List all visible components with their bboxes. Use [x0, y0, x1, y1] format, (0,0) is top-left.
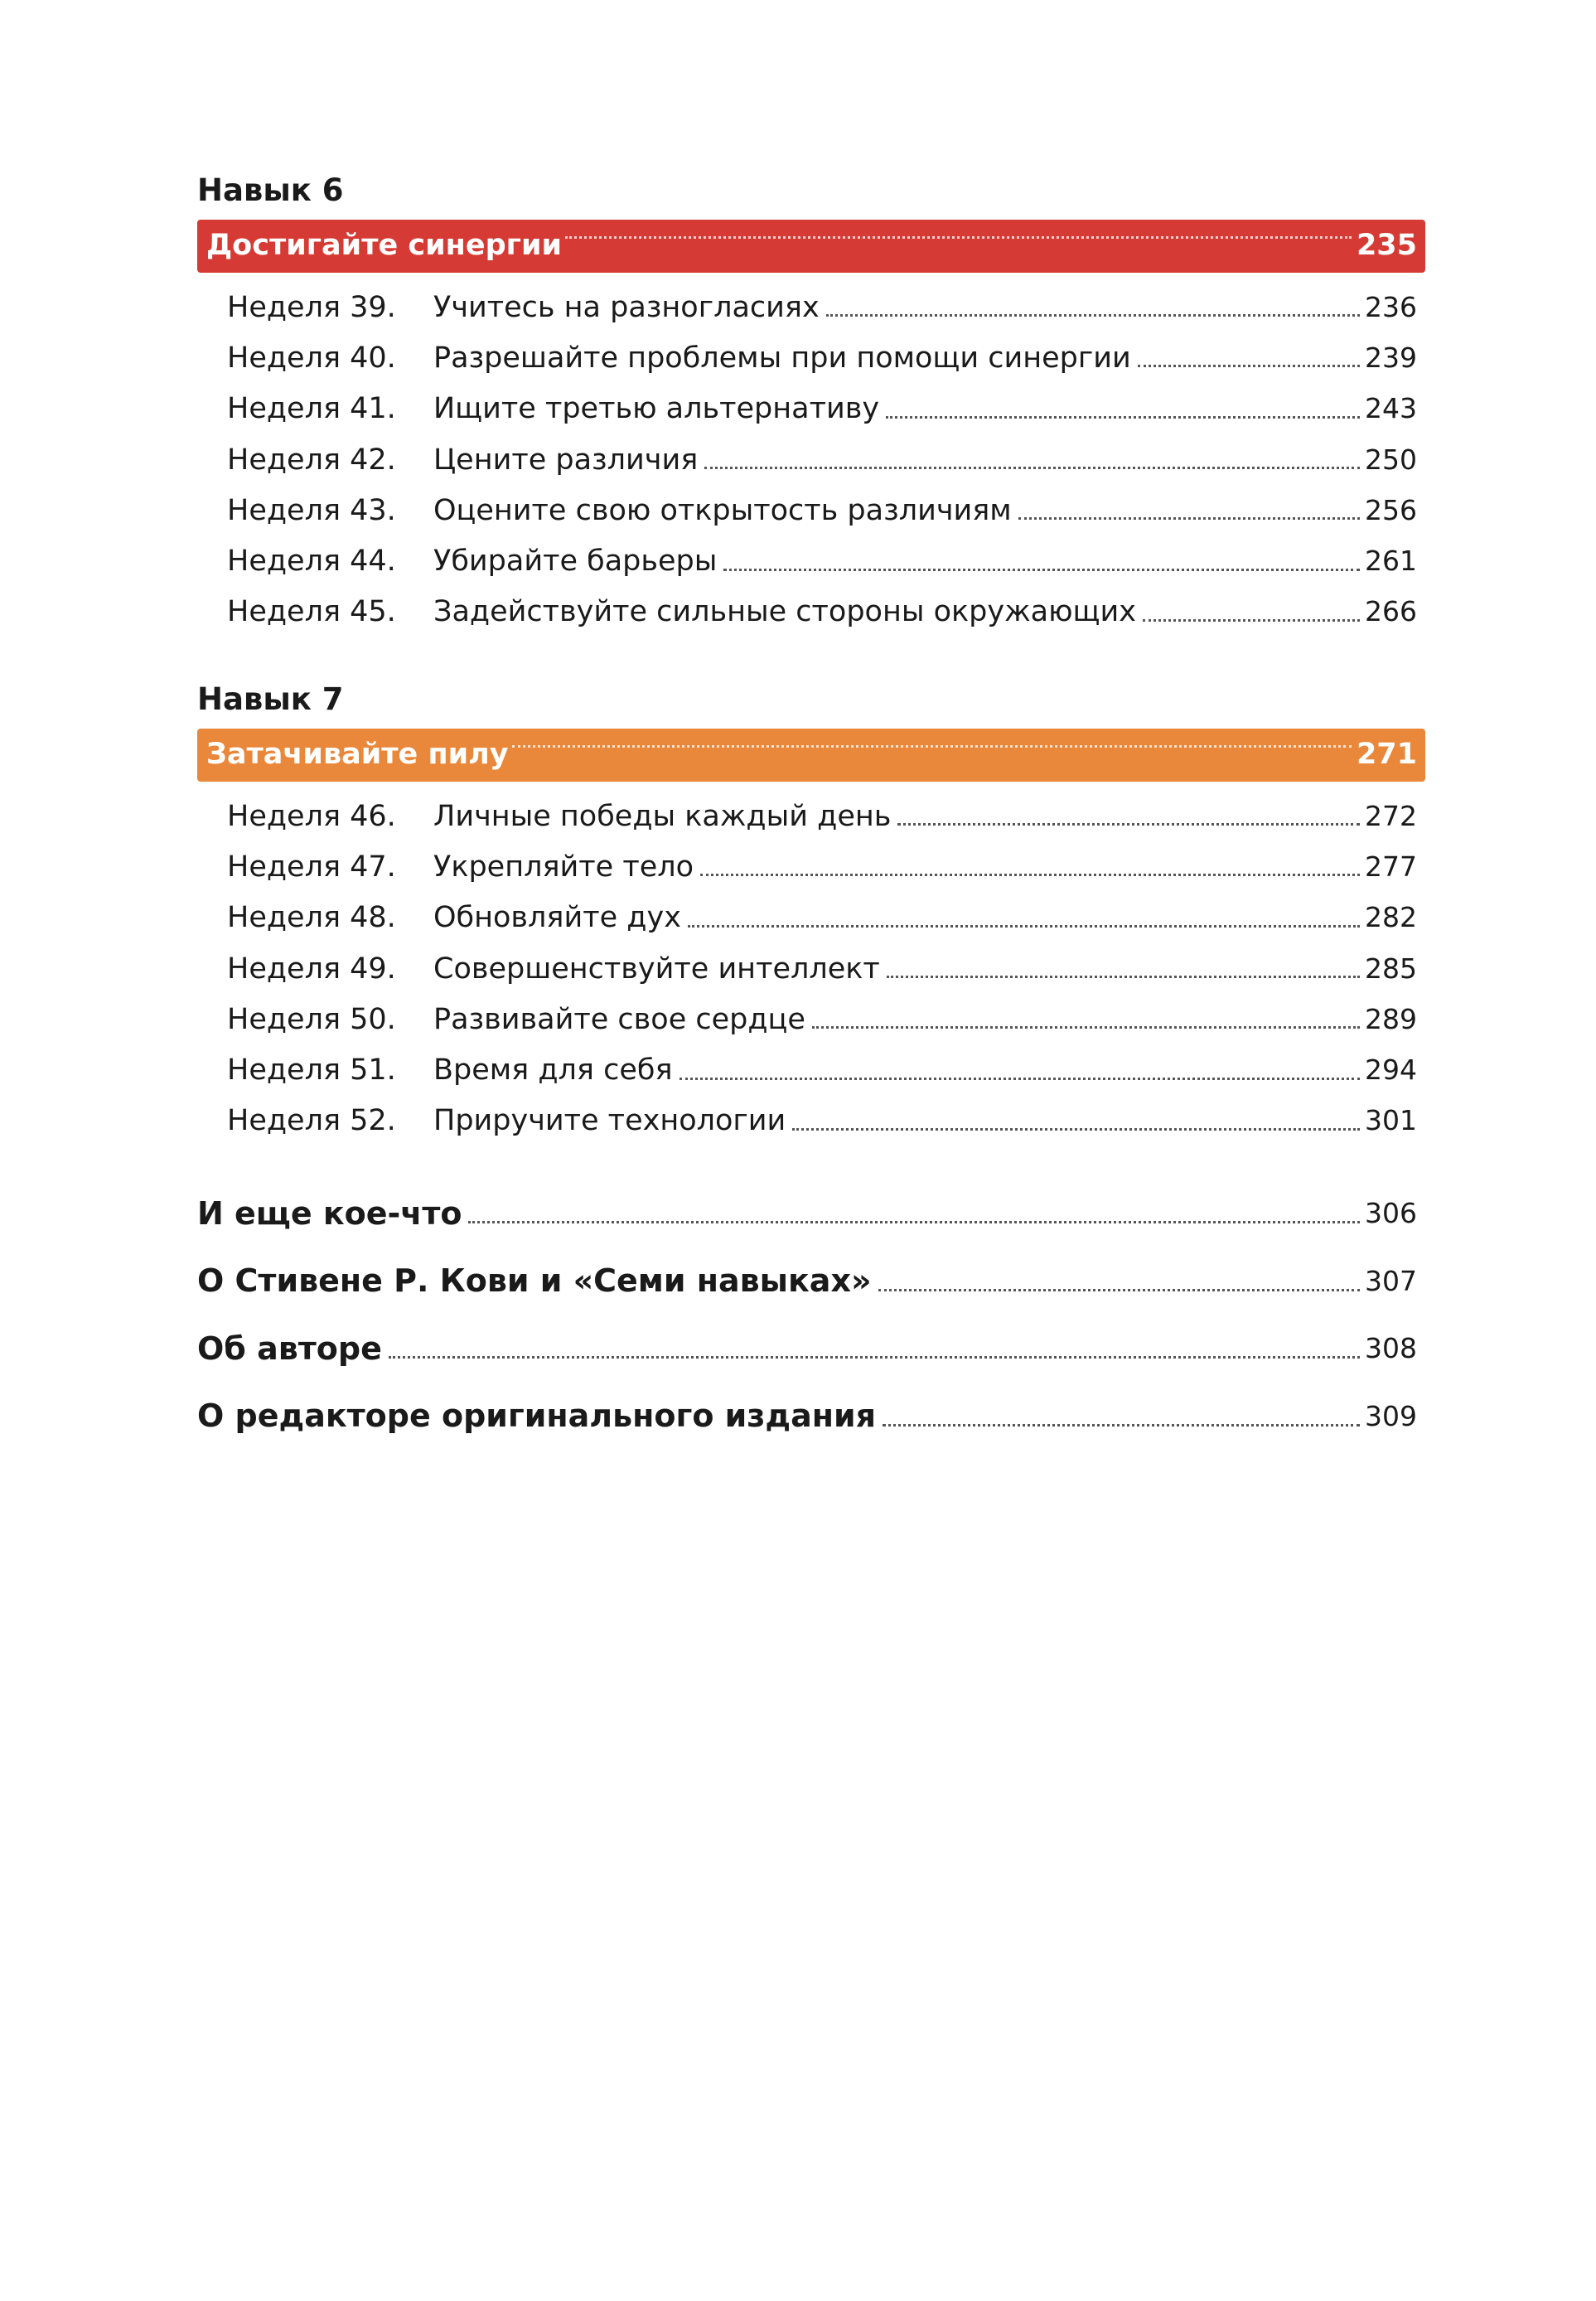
dot-leader	[878, 1289, 1360, 1291]
toc-week-item[interactable]	[197, 535, 1425, 586]
week-title: Оцените свою открытость различиям	[433, 493, 1012, 527]
toc-week-item[interactable]	[197, 332, 1425, 383]
week-title: Цените различия	[433, 443, 699, 477]
habit-7-label: Навык 7	[197, 681, 344, 717]
week-title: Укрепляйте тело	[433, 850, 694, 884]
toc-week-item[interactable]	[197, 1096, 1425, 1146]
dot-leader	[680, 1078, 1360, 1080]
toc-week-item[interactable]	[197, 282, 1425, 332]
week-number: Неделя 47.	[227, 850, 396, 884]
week-title: Разрешайте проблемы при помощи синергии	[433, 341, 1131, 375]
toc-week-item[interactable]	[197, 994, 1425, 1044]
extra-page: 307	[1365, 1264, 1417, 1297]
dot-leader	[883, 1424, 1360, 1427]
dot-leader	[826, 314, 1360, 317]
toc-week-item[interactable]	[197, 943, 1425, 994]
toc-extras-list	[197, 1180, 1425, 1450]
extra-page: 309	[1365, 1399, 1417, 1432]
week-title: Развивайте свое сердце	[433, 1002, 805, 1036]
extra-title: И еще кое-что	[197, 1194, 462, 1232]
dot-leader	[1143, 619, 1360, 622]
toc-extra-item[interactable]	[197, 1180, 1425, 1247]
week-page: 289	[1365, 1002, 1417, 1035]
dot-leader	[688, 925, 1360, 928]
toc-week-item[interactable]	[197, 485, 1425, 535]
dot-leader	[512, 745, 1352, 748]
week-title: Ищите третью альтернативу	[433, 392, 880, 426]
extra-title: Об авторе	[197, 1330, 382, 1367]
dot-leader	[792, 1128, 1360, 1131]
dot-leader	[1018, 517, 1360, 520]
week-page: 266	[1365, 595, 1417, 628]
week-number: Неделя 42.	[227, 443, 396, 477]
habit-7-bar[interactable]	[197, 729, 1425, 782]
toc-week-item[interactable]	[197, 841, 1425, 892]
extra-title: О Стивене Р. Кови и «Семи навыках»	[197, 1262, 872, 1300]
dot-leader	[887, 976, 1360, 978]
week-page: 256	[1365, 493, 1417, 526]
week-number: Неделя 39.	[227, 290, 396, 324]
week-title: Задействуйте сильные стороны окружающих	[433, 595, 1136, 629]
week-title: Учитесь на разногласиях	[433, 290, 820, 324]
toc-extra-item[interactable]	[197, 1247, 1425, 1315]
habit-7-title: Затачивайте пилу	[206, 738, 509, 771]
habit-6-page: 235	[1356, 229, 1417, 262]
week-number: Неделя 41.	[227, 392, 396, 426]
extra-page: 308	[1365, 1332, 1417, 1365]
dot-leader	[886, 416, 1360, 419]
week-page: 301	[1365, 1104, 1417, 1137]
dot-leader	[812, 1026, 1360, 1029]
week-number: Неделя 51.	[227, 1054, 396, 1088]
week-number: Неделя 52.	[227, 1104, 396, 1138]
dot-leader	[565, 236, 1352, 239]
week-number: Неделя 50.	[227, 1002, 396, 1036]
week-page: 294	[1365, 1054, 1417, 1087]
toc-week-item[interactable]	[197, 893, 1425, 943]
week-title: Личные победы каждый день	[433, 799, 892, 833]
week-title: Обновляйте дух	[433, 901, 681, 935]
week-number: Неделя 46.	[227, 799, 396, 833]
week-page: 277	[1365, 850, 1417, 883]
dot-leader	[389, 1356, 1360, 1359]
week-page: 285	[1365, 952, 1417, 985]
habit-7-week-list	[197, 791, 1425, 1146]
habit-6-label: Навык 6	[197, 172, 344, 208]
week-page: 282	[1365, 901, 1417, 934]
toc-week-item[interactable]	[197, 384, 1425, 434]
toc-week-item[interactable]	[197, 1044, 1425, 1095]
week-number: Неделя 44.	[227, 545, 396, 579]
week-title: Время для себя	[433, 1054, 673, 1088]
toc-week-item[interactable]	[197, 791, 1425, 841]
week-page: 272	[1365, 799, 1417, 832]
week-page: 236	[1365, 290, 1417, 323]
week-title: Приручите технологии	[433, 1104, 786, 1138]
week-title: Совершенствуйте интеллект	[433, 952, 880, 986]
dot-leader	[468, 1221, 1360, 1223]
habit-6-bar[interactable]	[197, 220, 1425, 273]
habit-6-title: Достигайте синергии	[206, 229, 562, 262]
toc-week-item[interactable]	[197, 587, 1425, 637]
week-page: 243	[1365, 392, 1417, 425]
week-page: 250	[1365, 443, 1417, 476]
dot-leader	[723, 569, 1360, 571]
dot-leader	[1138, 365, 1360, 367]
dot-leader	[700, 874, 1360, 876]
week-number: Неделя 43.	[227, 493, 396, 527]
extra-title: О редакторе оригинального издания	[197, 1398, 877, 1435]
habit-6-week-list	[197, 282, 1425, 637]
week-page: 261	[1365, 545, 1417, 578]
week-number: Неделя 45.	[227, 595, 396, 629]
habit-7-page: 271	[1356, 738, 1417, 771]
week-number: Неделя 49.	[227, 952, 396, 986]
week-title: Убирайте барьеры	[433, 545, 718, 579]
extra-page: 306	[1365, 1197, 1417, 1230]
toc-extra-item[interactable]	[197, 1315, 1425, 1383]
dot-leader	[704, 467, 1360, 469]
dot-leader	[897, 823, 1360, 826]
week-number: Неделя 40.	[227, 341, 396, 375]
toc-week-item[interactable]	[197, 434, 1425, 485]
week-page: 239	[1365, 341, 1417, 374]
toc-extra-item[interactable]	[197, 1383, 1425, 1451]
week-number: Неделя 48.	[227, 901, 396, 935]
